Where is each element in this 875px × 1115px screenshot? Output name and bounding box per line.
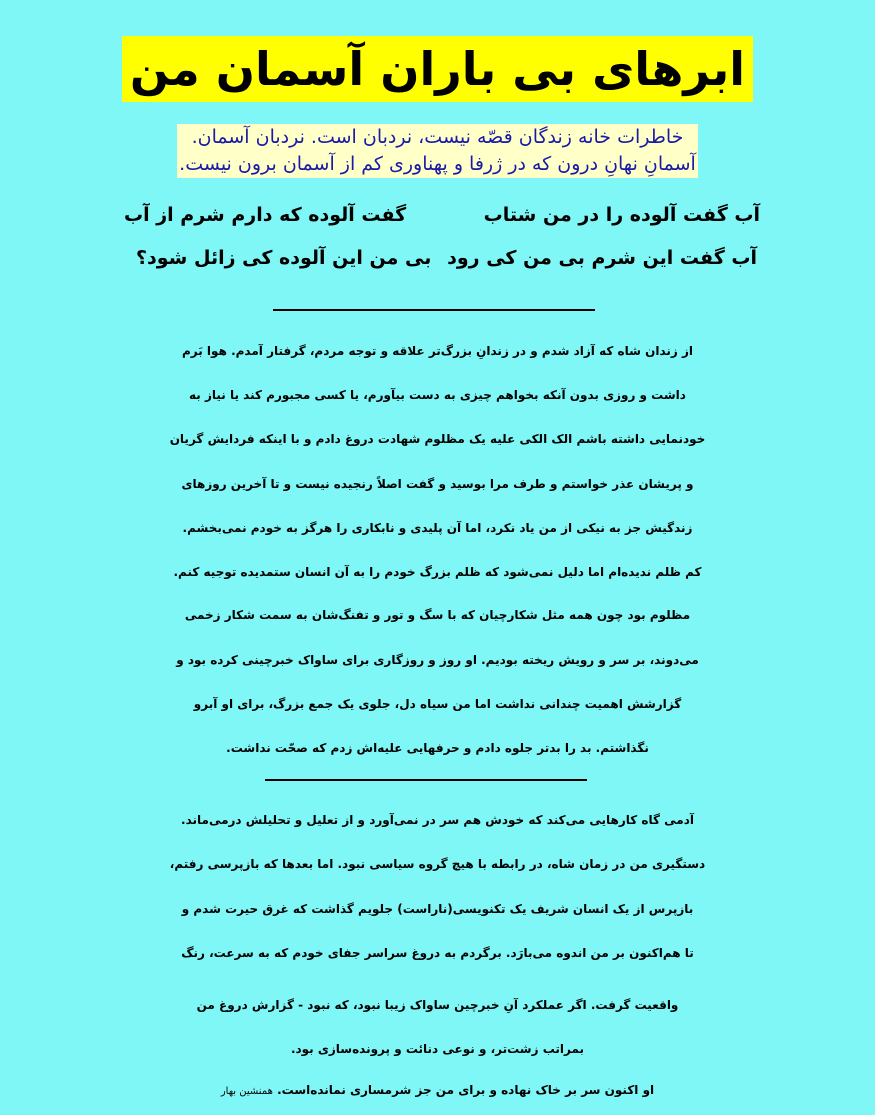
poem-hemistich: گفت آلوده که دارم شرم از آب [124,204,407,226]
intro-line: خاطرات خانه زندگان قصّه نیست، نردبان است. نردبان آسمان. [191,126,684,148]
prose-line: و پریشان عذر خواستم و طرف مرا بوسید و گفت اصلاً رنجیده نیست و تا آخرین روزهای [181,477,694,491]
prose-line: خودنمایی داشته باشم الک الکی علیه یک مظلوم شهادت دروغ دادم و با اینکه فردایش گریان [169,432,706,446]
prose-line: کم ظلم ندیده‌ام اما دلیل نمی‌شود که ظلم بزرگ خودم را به آن انسان ستمدیده توجیه کنم. [173,565,702,579]
author-signature: همنشین بهار [220,1086,273,1097]
prose-line: داشت و روزی بدون آنکه بخواهم چیزی به دست بیآورم، یا کسی مجبورم کند یا نیاز به [189,388,686,402]
prose-line [0,1075,875,1107]
prose-line: از زندان شاه که آزاد شدم و در زندانِ بزرگ‌تر علاقه و توجه مردم، گرفتار آمدم. هوا بَرم [181,344,693,358]
page-title: ابرهای بی باران آسمان من [122,36,753,102]
prose-line: بمراتب زشت‌تر، و نوعی دنائت و پرونده‌سازی بود. [290,1042,585,1056]
prose-line: زندگیش جز به نیکی از من یاد نکرد، اما آن پلیدی و نابکاری را هرگز به خودم نمی‌بخشم. [182,521,693,535]
section-divider [273,309,595,311]
intro-line: آسمانِ نهانِ درون که در ژرفا و پهناوری کم از آسمان برون نیست. [179,153,696,175]
poem-hemistich: آب گفت آلوده را در من شتاب [483,204,760,226]
intro-quote [177,124,698,178]
section-divider [265,779,587,781]
closing-sentence: او اکنون سر بر خاک نهاده و برای من جز شرمساری نمانده‌است. [277,1083,655,1097]
prose-line: آدمی گاه کارهایی می‌کند که خودش هم سر در نمی‌آورد و از تعلیل و تحلیلش درمی‌ماند. [181,813,694,827]
prose-line: تا هم‌اکنون بر من اندوه می‌بارَد. برگردم به دروغ سراسر جفای خودم که به سرعت، رنگ [181,946,694,960]
intro-container [0,124,875,178]
poem-hemistich: بی من این آلوده کی زائل شود؟ [136,247,432,269]
prose-line: مظلوم بود چون همه مثل شکارچیان که با سگ و تور و تفنگ‌شان به سمت شکار زخمی [184,608,691,622]
prose-line: بازپرس از یک انسان شریف یک تکنویسی(ناراست) جلویم گذاشت که غرق حیرت شدم و [181,902,694,916]
poem-hemistich: آب گفت این شرم بی من کی رود [447,247,757,269]
prose-line: گزارشش اهمیت چندانی نداشت اما من سیاه دل، جلوی یک جمع بزرگ، برای او آبرو [193,697,682,711]
prose-line: نگذاشتم. بد را بدتر جلوه دادم و حرفهایی علیه‌اش زدم که صحّت نداشت. [226,741,649,755]
prose-line: می‌دوند، بر سر و رویش ریخته بودیم. او روز و روزگاری برای ساواک خبرچینی کرده بود و [176,653,699,667]
title-container [0,36,875,102]
prose-line: واقعیت گرفت. اگر عملکرد آنِ خبرچین ساواک زیبا نبود، که نبود - گزارش دروغ من [196,998,679,1012]
prose-line: دستگیری من در زمان شاه، در رابطه با هیچ گروه سیاسی نبود. اما بعدها که بازپرسی رفتم، [169,857,706,871]
